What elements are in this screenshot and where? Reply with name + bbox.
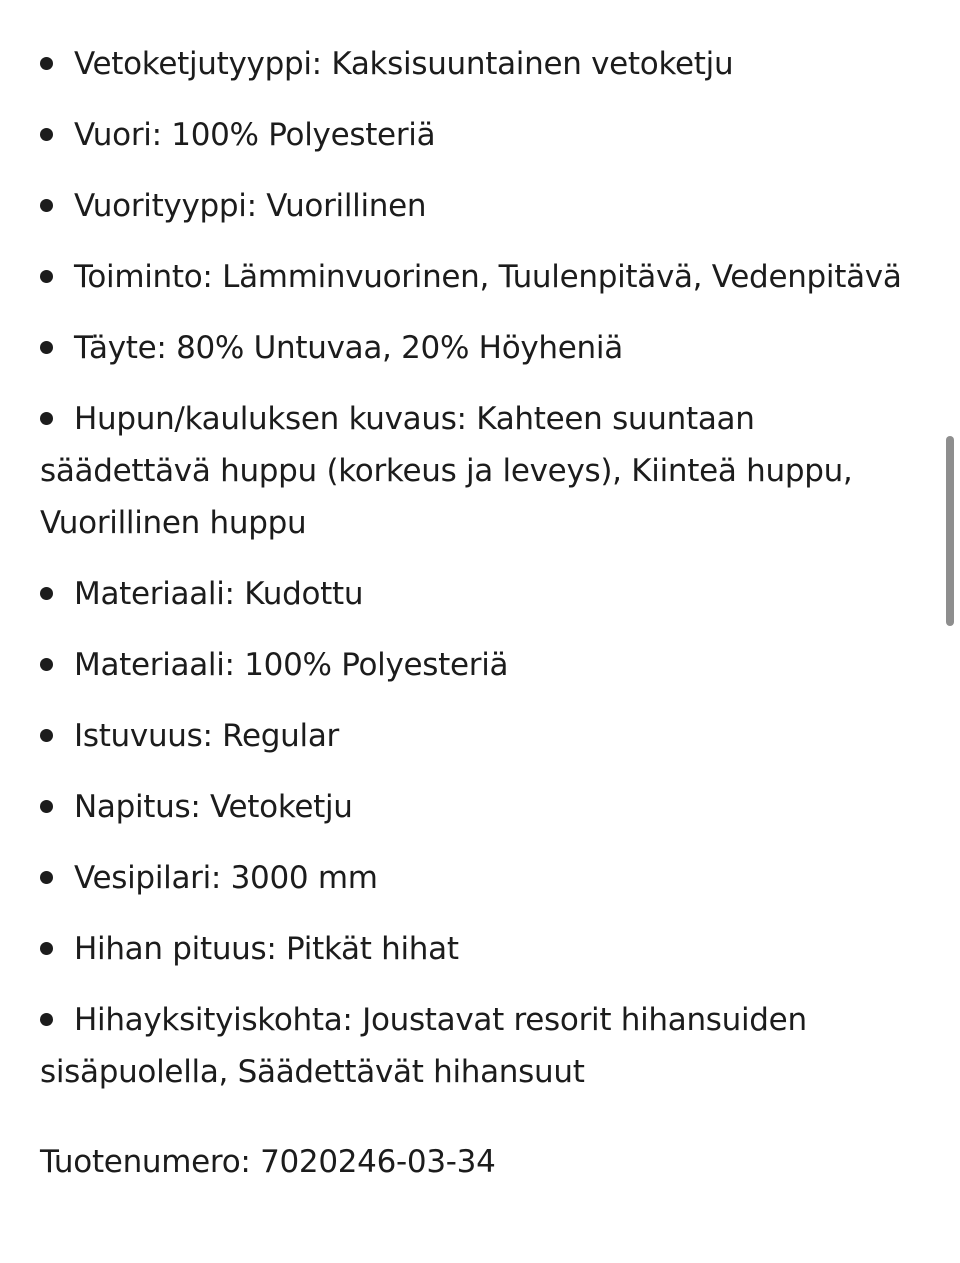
list-item <box>40 393 920 549</box>
list-item <box>40 994 920 1098</box>
spec-text: Hihan pituus: Pitkät hihat <box>74 931 459 967</box>
bullet-icon <box>40 729 53 742</box>
spec-text: Hihayksityiskohta: Joustavat resorit hihansuiden sisäpuolella, Säädettävät hihansuut <box>40 1002 807 1090</box>
bullet-icon <box>40 128 53 141</box>
list-item <box>40 639 920 691</box>
spec-text: Vuori: 100% Polyesteriä <box>74 117 436 153</box>
list-item <box>40 251 920 303</box>
list-item <box>40 923 920 975</box>
spec-text: Istuvuus: Regular <box>74 718 339 754</box>
spec-text: Vetoketjutyyppi: Kaksisuuntainen vetoketju <box>74 46 734 82</box>
product-details <box>40 38 920 1188</box>
bullet-icon <box>40 270 53 283</box>
bullet-icon <box>40 412 53 425</box>
list-item <box>40 852 920 904</box>
spec-text: Hupun/kauluksen kuvaus: Kahteen suuntaan säädettävä huppu (korkeus ja leveys), Kiinteä huppu, Vuorillinen huppu <box>40 401 853 541</box>
spec-text: Vuorityyppi: Vuorillinen <box>74 188 427 224</box>
bullet-icon <box>40 942 53 955</box>
product-number: Tuotenumero: 7020246-03-34 <box>40 1144 496 1180</box>
list-item <box>40 38 920 90</box>
spec-text: Täyte: 80% Untuvaa, 20% Höyheniä <box>74 330 623 366</box>
list-item <box>40 180 920 232</box>
spec-text: Napitus: Vetoketju <box>74 789 353 825</box>
list-item <box>40 781 920 833</box>
spec-text: Materiaali: Kudottu <box>74 576 364 612</box>
spec-text: Vesipilari: 3000 mm <box>74 860 378 896</box>
spec-text: Toiminto: Lämminvuorinen, Tuulenpitävä, Vedenpitävä <box>74 259 902 295</box>
bullet-icon <box>40 800 53 813</box>
scrollbar-thumb[interactable] <box>946 436 954 626</box>
spec-list <box>40 38 920 1098</box>
bullet-icon <box>40 57 53 70</box>
list-item <box>40 710 920 762</box>
bullet-icon <box>40 1013 53 1026</box>
bullet-icon <box>40 587 53 600</box>
bullet-icon <box>40 658 53 671</box>
bullet-icon <box>40 199 53 212</box>
spec-text: Materiaali: 100% Polyesteriä <box>74 647 509 683</box>
bullet-icon <box>40 871 53 884</box>
scrollbar[interactable] <box>946 0 954 1263</box>
list-item <box>40 568 920 620</box>
bullet-icon <box>40 341 53 354</box>
list-item <box>40 109 920 161</box>
list-item <box>40 322 920 374</box>
